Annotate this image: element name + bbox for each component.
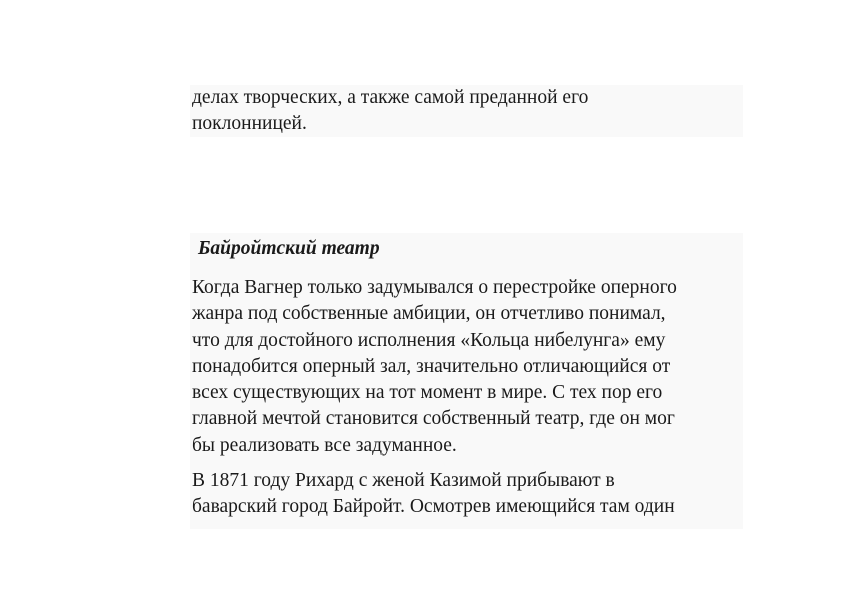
text-line: поклонницей. — [192, 113, 307, 135]
text-fragment-top — [190, 85, 743, 137]
text-line: делах творческих, а также самой преданной его — [192, 87, 589, 108]
text-line: всех существующих на тот момент в мире. С тех пор его — [192, 382, 663, 404]
text-line: главной мечтой становится собственный театр, где он мог — [192, 408, 675, 430]
text-line: В 1871 году Рихард с женой Казимой прибывают в — [192, 470, 615, 492]
text-line: жанра под собственные амбиции, он отчетливо понимал, — [192, 303, 666, 325]
text-line: что для достойного исполнения «Кольца нибелунга» ему — [192, 329, 666, 351]
text-line: понадобится оперный зал, значительно отличающийся от — [192, 355, 671, 377]
paragraph — [192, 468, 741, 521]
paragraph — [192, 275, 741, 459]
text-line: бы реализовать все задуманное. — [192, 434, 457, 456]
section-bayreuth-theatre — [190, 233, 743, 529]
text-line: Когда Вагнер только задумывался о перестройке оперного — [192, 277, 677, 298]
section-heading: Байройтский театр — [198, 238, 380, 259]
text-line: баварский город Байройт. Осмотрев имеющийся там один — [192, 496, 675, 518]
